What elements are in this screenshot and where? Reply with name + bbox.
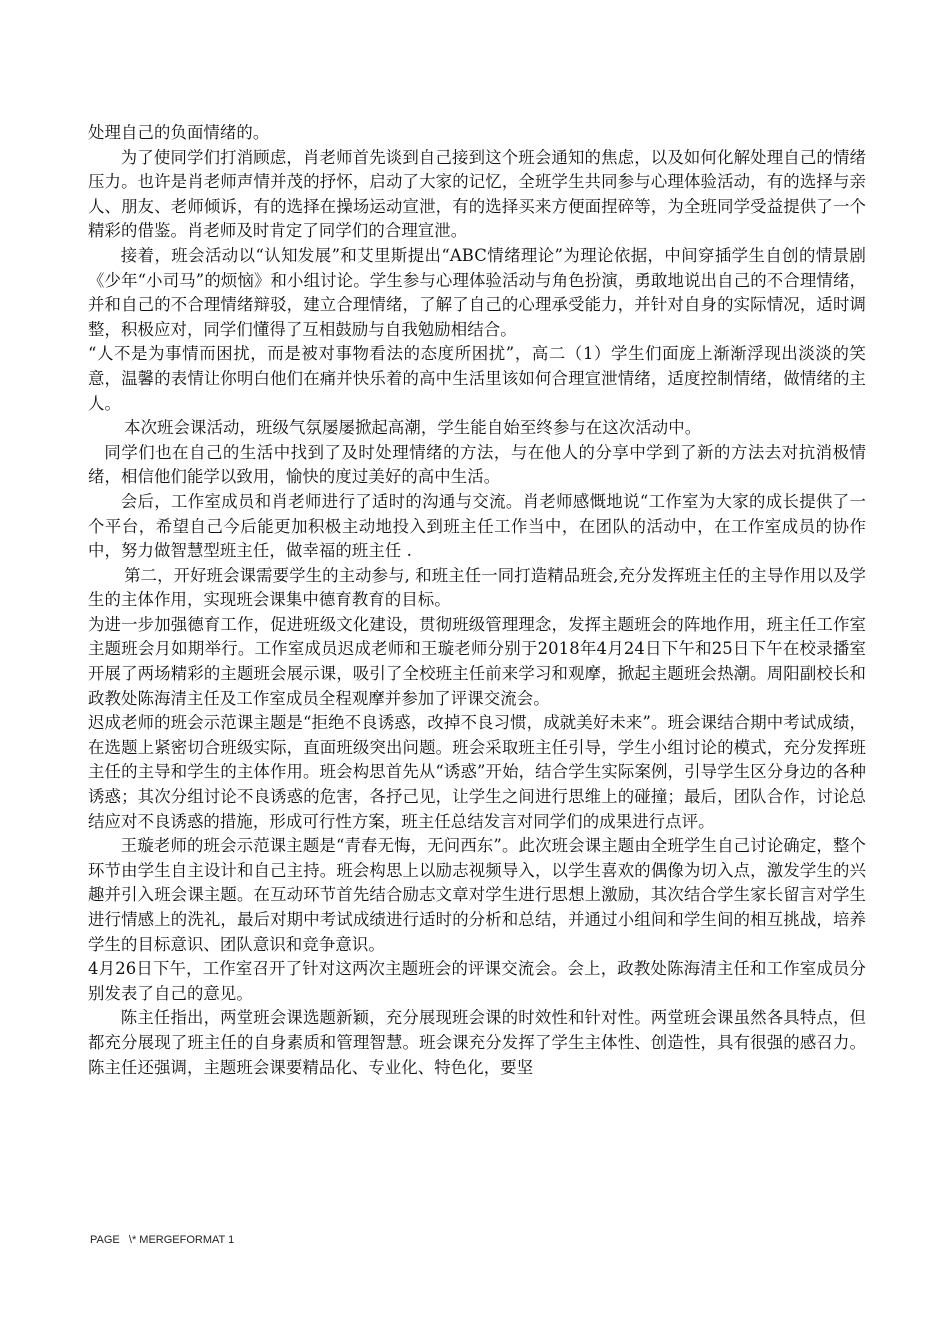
paragraph: 为进一步加强德育工作，促进班级文化建设，贯彻班级管理理念，发挥主题班会的阵地作用，班主任工作室主题班会月如期举行。工作室成员迟成老师和王璇老师分别于2018年4月24日下午和25日下午在校录播室开展了两场精彩的主题班会展示课，吸引了全校班主任前来学习和观摩，掀起主题班会热潮。周阳副校长和政教处陈海清主任及工作室成员全程观摩并参加了评课交流会。 bbox=[88, 614, 866, 708]
paragraph: 迟成老师的班会示范课主题是“拒绝不良诱惑，改掉不良习惯，成就美好未来”。班会课结合期中考试成绩，在选题上紧密切合班级实际，直面班级突出问题。班会采取班主任引导，学生小组讨论的模式，充分发挥班主任的主导和学生的主体作用。班会构思首先从“诱惑”开始，结合学生实际案例，引导学生区分身边的各种诱惑；其次分组讨论不良诱惑的危害，各抒己见，让学生之间进行思维上的碰撞；最后，团队合作，讨论总结应对不良诱惑的措施，形成可行性方案，班主任总结发言对同学们的成果进行点评。 bbox=[88, 713, 866, 831]
paragraph: 4月26日下午，工作室召开了针对这两次主题班会的评课交流会。会上，政教处陈海清主任和工作室成员分别发表了自己的意见。 bbox=[88, 959, 866, 1003]
paragraph: 王璇老师的班会示范课主题是“青春无悔，无问西东”。此次班会课主题由全班学生自己讨论确定，整个环节由学生自主设计和自己主持。班会构思上以励志视频导入，以学生喜欢的偶像为切入点，激发学生的兴趣并引入班会课主题。在互动环节首先结合励志文章对学生进行思想上激励，其次结合学生家长留言对学生进行情感上的洗礼，最后对期中考试成绩进行适时的分析和总结，并通过小组间和学生间的相互挑战，培养学生的目标意识、团队意识和竞争意识。 bbox=[88, 836, 866, 954]
paragraph: “人不是为事情而困扰，而是被对事物看法的态度所困扰”，高二（1）学生们面庞上渐渐浮现出淡淡的笑意，温馨的表情让你明白他们在痛并快乐着的高中生活里该如何合理宣泄情绪，适度控制情绪，做情绪的主人。 bbox=[88, 344, 866, 413]
paragraph: 同学们也在自己的生活中找到了及时处理情绪的方法，与在他人的分享中学到了新的方法去对抗消极情绪，相信他们能学以致用，愉快的度过美好的高中生活。 bbox=[88, 442, 866, 487]
paragraph: 本次班会课活动，班级气氛屡屡掀起高潮，学生能自始至终参与在这次活动中。 bbox=[124, 418, 702, 438]
page-footer: PAGE \* MERGEFORMAT 1 bbox=[90, 1234, 235, 1246]
paragraph: 第二，开好班会课需要学生的主动参与, 和班主任一同打造精品班会,充分发挥班主任的主导作用以及学生的主体作用，实现班会课集中德育教育的目标。 bbox=[88, 565, 866, 610]
paragraph: 处理自己的负面情绪的。 bbox=[88, 123, 270, 142]
paragraph: 为了使同学们打消顾虑，肖老师首先谈到自己接到这个班会通知的焦虑，以及如何化解处理自己的情绪压力。也许是肖老师声情并茂的抒怀，启动了大家的记忆，全班学生共同参与心理体验活动，有的选择与亲人、朋友、老师倾诉，有的选择在操场运动宣泄，有的选择买来方便面捏碎等，为全班同学受益提供了一个精彩的借鉴。肖老师及时肯定了同学们的合理宣泄。 bbox=[88, 147, 866, 241]
document-body bbox=[88, 121, 866, 1080]
paragraph: 陈主任指出，两堂班会课选题新颖，充分展现班会课的时效性和针对性。两堂班会课虽然各具特点，但都充分展现了班主任的自身素质和管理智慧。班会课充分发挥了学生主体性、创造性，具有很强的感召力。陈主任还强调，主题班会课要精品化、专业化、特色化，要坚 bbox=[88, 1008, 866, 1077]
paragraph: 会后，工作室成员和肖老师进行了适时的沟通与交流。肖老师感慨地说“工作室为大家的成长提供了一个平台，希望自己今后能更加积极主动地投入到班主任工作当中，在团队的活动中，在工作室成员的协作中，努力做智慧型班主任，做幸福的班主任 . bbox=[88, 491, 866, 561]
paragraph: 接着，班会活动以“认知发展”和艾里斯提出“ABC情绪理论”为理论依据，中间穿插学生自创的情景剧《少年“小司马”的烦恼》和小组讨论。学生参与心理体验活动与角色扮演，勇敢地说出自己的不合理情绪，并和自己的不合理情绪辩驳，建立合理情绪，了解了自己的心理承受能力，并针对自身的实际情况，适时调整，积极应对，同学们懂得了互相鼓励与自我勉励相结合。 bbox=[88, 245, 866, 339]
